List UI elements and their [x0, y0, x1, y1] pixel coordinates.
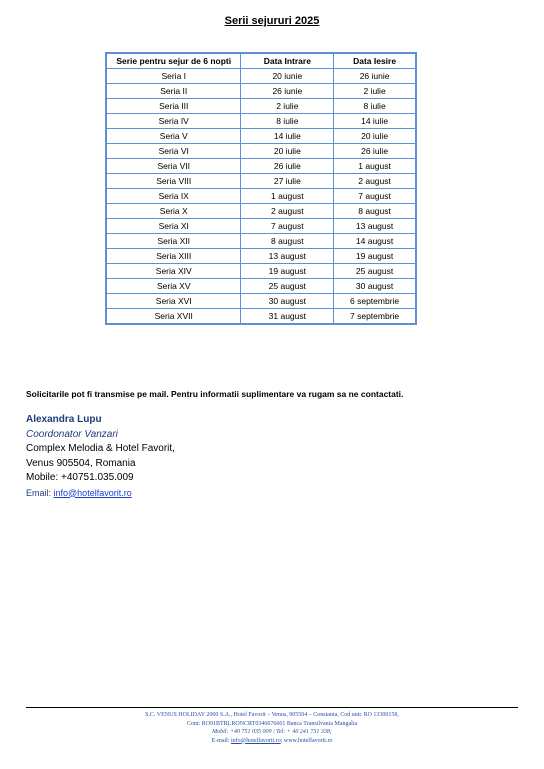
cell-series: Seria III [107, 99, 241, 114]
table-row [107, 174, 416, 189]
cell-check-out: 20 iulie [334, 129, 416, 144]
contact-company: Complex Melodia & Hotel Favorit, [26, 443, 175, 454]
cell-check-out: 8 august [334, 204, 416, 219]
cell-check-out: 7 august [334, 189, 416, 204]
cell-check-out: 25 august [334, 264, 416, 279]
table-row [107, 84, 416, 99]
footer-email-link[interactable]: info@hotelfavorit.ro [231, 737, 281, 744]
table-row [107, 189, 416, 204]
table-row [107, 294, 416, 309]
contact-mobile: Mobile: +40751.035.009 [26, 472, 134, 483]
cell-check-in: 27 iulie [241, 174, 334, 189]
cell-check-out: 2 iulie [334, 84, 416, 99]
cell-series: Seria IV [107, 114, 241, 129]
table-row [107, 249, 416, 264]
cell-series: Seria VI [107, 144, 241, 159]
cell-check-out: 14 august [334, 234, 416, 249]
table-row [107, 279, 416, 294]
cell-check-in: 7 august [241, 219, 334, 234]
cell-check-in: 20 iunie [241, 69, 334, 84]
header-check-out: Data Iesire [334, 54, 416, 69]
cell-check-in: 1 august [241, 189, 334, 204]
cell-series: Seria XIV [107, 264, 241, 279]
table-header-row [107, 54, 416, 69]
cell-check-out: 14 iulie [334, 114, 416, 129]
table-row [107, 159, 416, 174]
table-row [107, 69, 416, 84]
cell-check-out: 1 august [334, 159, 416, 174]
cell-series: Seria IX [107, 189, 241, 204]
cell-series: Seria XII [107, 234, 241, 249]
contact-email-line [26, 486, 175, 501]
table-row [107, 234, 416, 249]
table-row [107, 129, 416, 144]
cell-check-in: 20 iulie [241, 144, 334, 159]
cell-check-out: 8 iulie [334, 99, 416, 114]
footer-phone-line: Mobil: +40 751 035 009 / Tel: + 40 241 731 338; [212, 729, 332, 735]
cell-check-out: 26 iunie [334, 69, 416, 84]
table-row [107, 219, 416, 234]
footer-email-line [0, 737, 544, 746]
cell-check-in: 26 iunie [241, 84, 334, 99]
cell-check-out: 30 august [334, 279, 416, 294]
contact-name: Alexandra Lupu [26, 414, 102, 425]
cell-check-in: 19 august [241, 264, 334, 279]
cell-check-in: 2 august [241, 204, 334, 219]
footer [0, 711, 544, 745]
cell-series: Seria X [107, 204, 241, 219]
cell-check-in: 8 iulie [241, 114, 334, 129]
cell-series: Seria XIII [107, 249, 241, 264]
cell-series: Seria XVII [107, 309, 241, 324]
cell-check-in: 13 august [241, 249, 334, 264]
cell-series: Seria I [107, 69, 241, 84]
table-row [107, 144, 416, 159]
cell-check-in: 14 iulie [241, 129, 334, 144]
cell-check-out: 6 septembrie [334, 294, 416, 309]
cell-check-out: 2 august [334, 174, 416, 189]
cell-check-out: 19 august [334, 249, 416, 264]
footer-company-line: S.C. VENUS HOLIDAY 2000 S.A., Hotel Favorit – Venus, 905504 – Constanta, Cod unic RO 13300158, [145, 712, 399, 718]
table-row [107, 99, 416, 114]
cell-series: Seria XI [107, 219, 241, 234]
cell-check-in: 30 august [241, 294, 334, 309]
cell-check-in: 31 august [241, 309, 334, 324]
contact-email-link[interactable]: info@hotelfavorit.ro [53, 487, 132, 498]
table-body [107, 69, 416, 324]
email-label: Email: [26, 487, 52, 498]
table-row [107, 264, 416, 279]
cell-check-in: 26 iulie [241, 159, 334, 174]
table-row [107, 114, 416, 129]
cell-series: Seria XV [107, 279, 241, 294]
contact-role: Coordonator Vanzari [26, 428, 118, 440]
cell-check-out: 13 august [334, 219, 416, 234]
footer-email-label: E-mail: [211, 737, 230, 744]
page-title: Serii sejururi 2025 [224, 15, 320, 27]
contact-signature [26, 413, 175, 500]
cell-check-out: 26 iulie [334, 144, 416, 159]
table-row [107, 309, 416, 324]
cell-check-in: 25 august [241, 279, 334, 294]
cell-check-out: 7 septembrie [334, 309, 416, 324]
contact-note: Solicitarile pot fi transmise pe mail. Pentru informatii suplimentare va rugam sa ne contactati. [26, 389, 404, 399]
cell-check-in: 2 iulie [241, 99, 334, 114]
cell-series: Seria II [107, 84, 241, 99]
cell-series: Seria VIII [107, 174, 241, 189]
header-series: Serie pentru sejur de 6 nopti [107, 54, 241, 69]
table-row [107, 204, 416, 219]
cell-series: Seria XVI [107, 294, 241, 309]
footer-divider [26, 707, 518, 708]
footer-website: ; www.hotelfavorit.ro [280, 737, 333, 744]
cell-series: Seria VII [107, 159, 241, 174]
cell-check-in: 8 august [241, 234, 334, 249]
contact-address: Venus 905504, Romania [26, 457, 136, 469]
cell-series: Seria V [107, 129, 241, 144]
footer-bank-line: Cont: RO91BTRLRONCRT0346676601 Banca Transilvania Mangalia [186, 720, 358, 727]
series-table [106, 53, 416, 324]
header-check-in: Data Intrare [241, 54, 334, 69]
